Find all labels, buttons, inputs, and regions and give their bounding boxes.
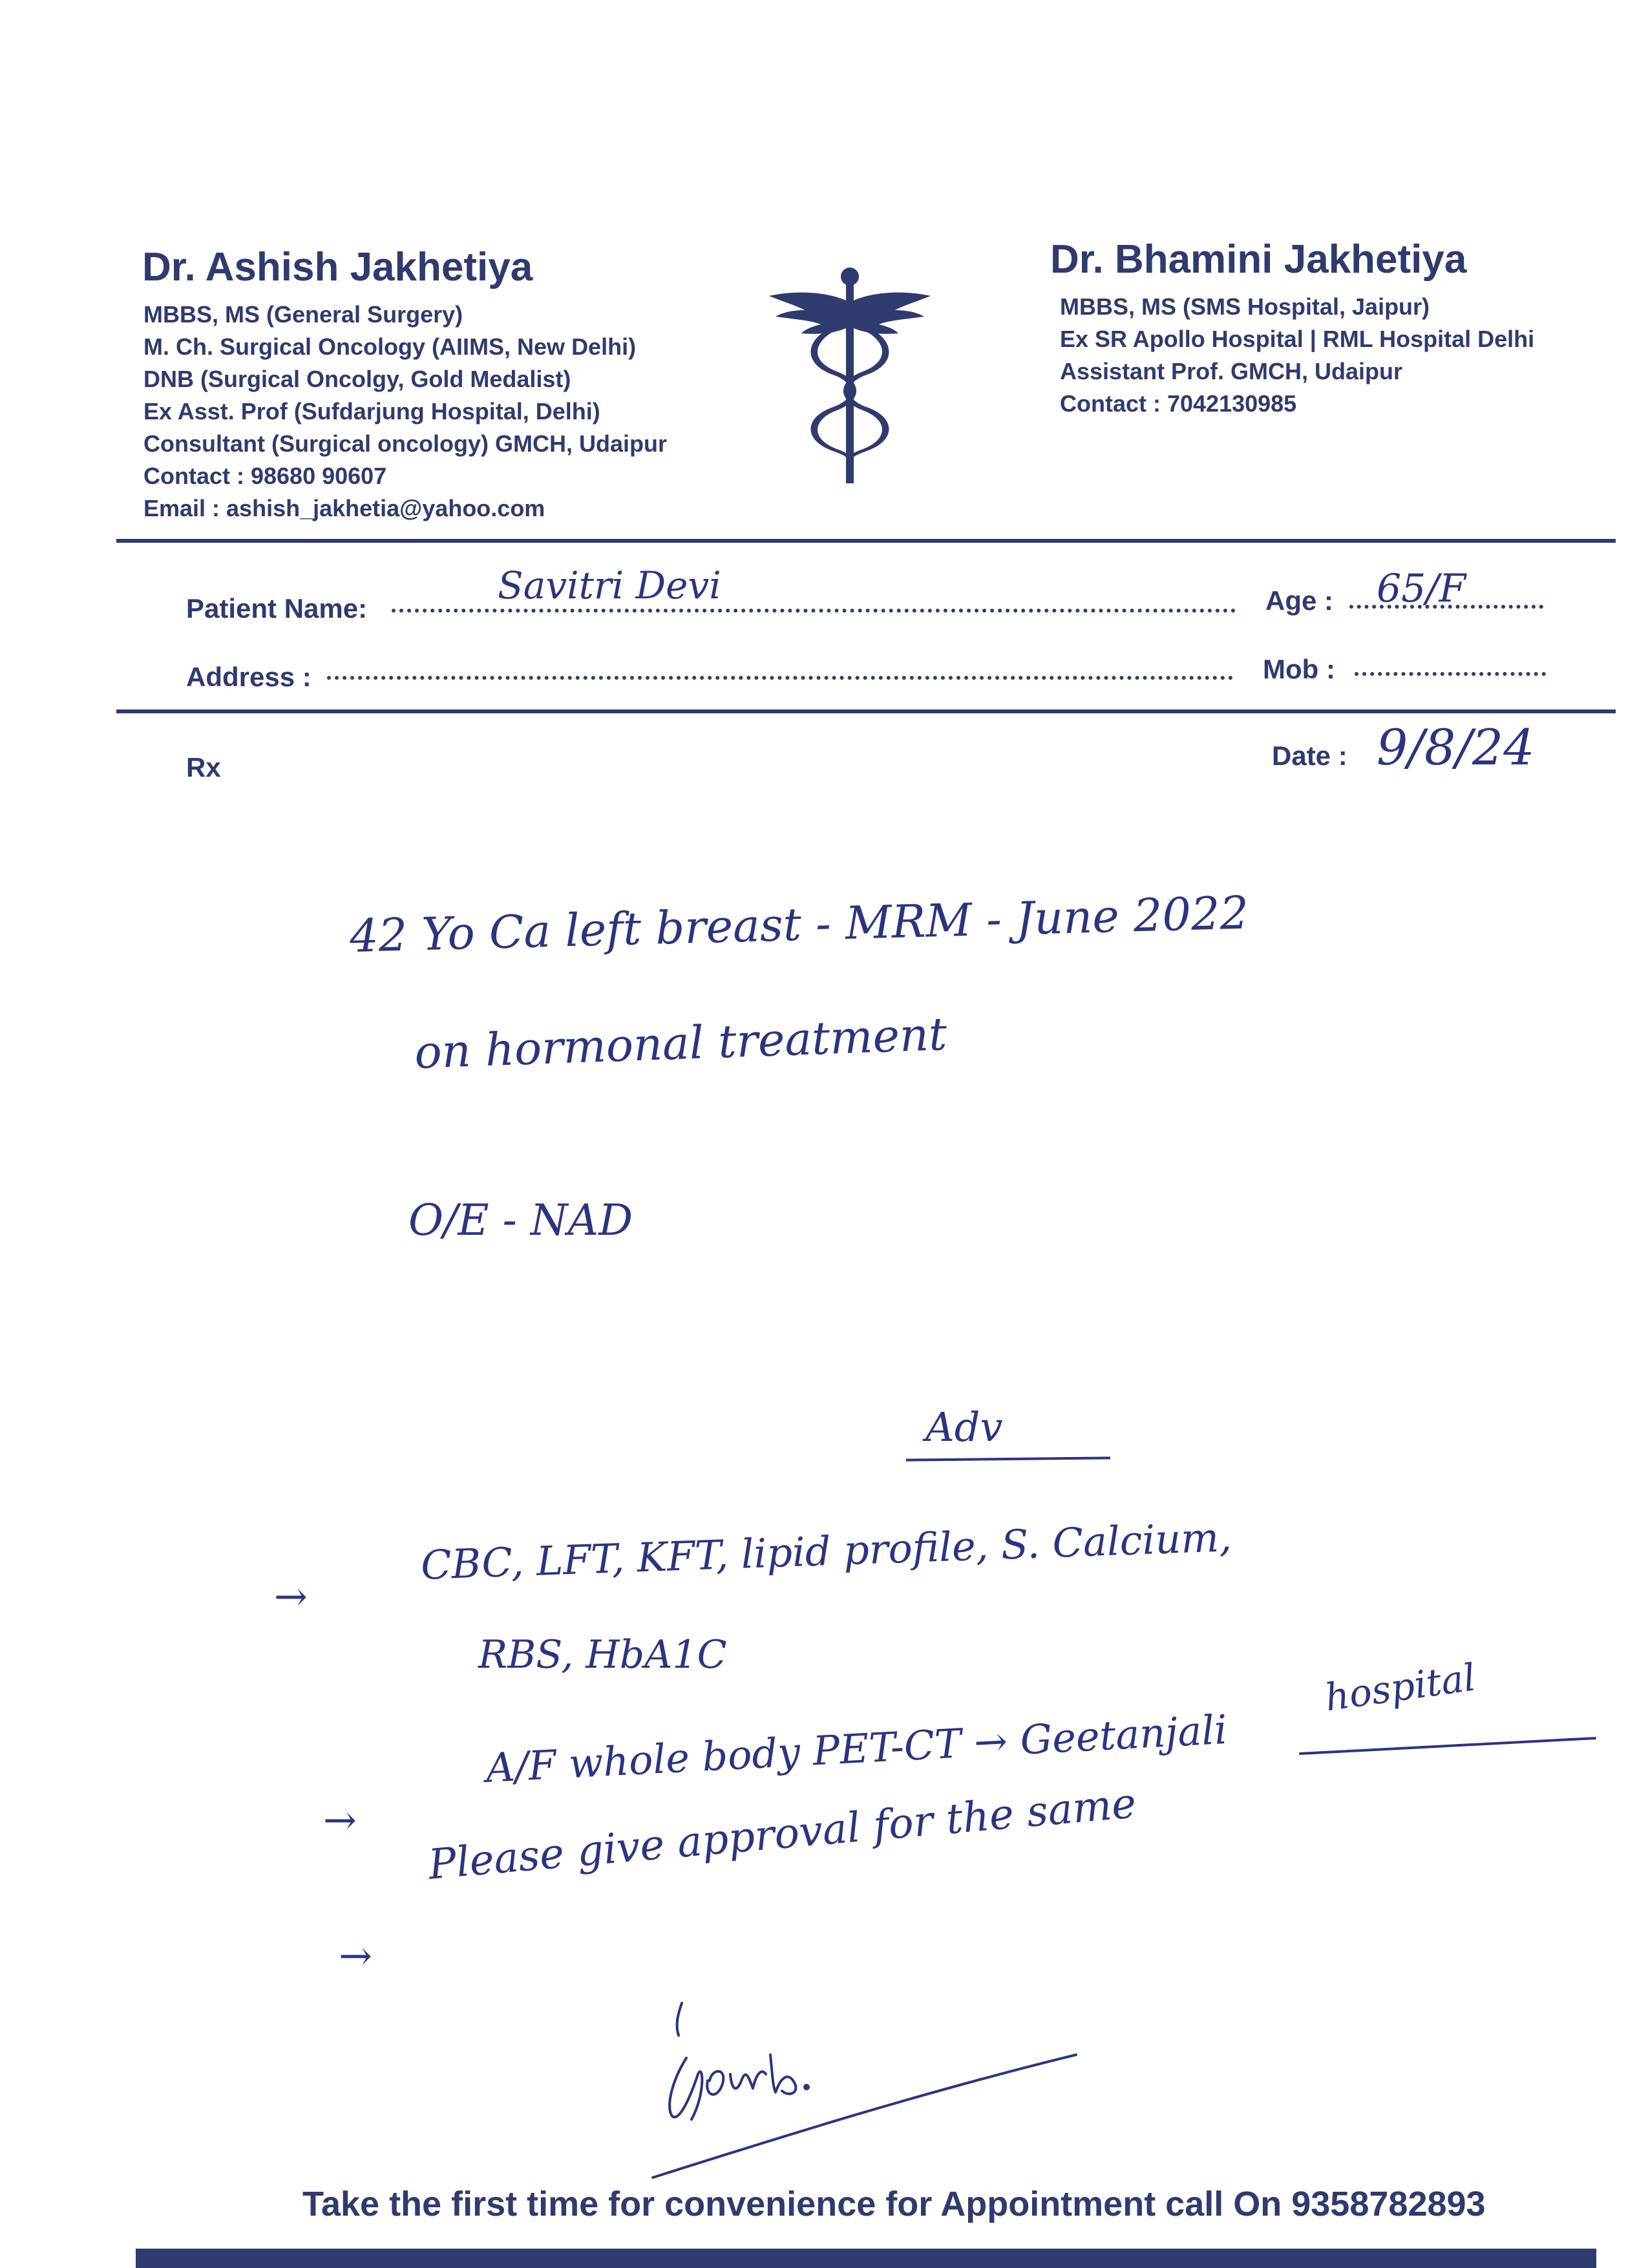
right-contact: Contact : 7042130985	[1060, 390, 1297, 417]
right-qual-line: MBBS, MS (SMS Hospital, Jaipur)	[1060, 293, 1430, 320]
arrow-icon: →	[323, 1796, 357, 1843]
date-label: Date :	[1272, 740, 1347, 771]
right-doctor-name: Dr. Bhamini Jakhetiya	[1050, 237, 1467, 282]
patient-name-line	[392, 609, 1236, 613]
mob-label: Mob :	[1263, 654, 1335, 684]
patient-name-label: Patient Name:	[186, 593, 368, 624]
left-qual-line: DNB (Surgical Oncolgy, Gold Medalist)	[143, 366, 571, 392]
footer-band	[136, 2249, 1596, 2268]
left-doctor-name: Dr. Ashish Jakhetiya	[142, 245, 533, 289]
left-qual-line: Consultant (Surgical oncology) GMCH, Udaipur	[143, 430, 667, 457]
left-qual-line: MBBS, MS (General Surgery)	[143, 301, 463, 328]
appointment-footer-text: Take the first time for convenience for Appointment call On 9358782893	[302, 2185, 1486, 2223]
note-treatment: on hormonal treatment	[414, 1007, 948, 1079]
rx-label: Rx	[186, 752, 221, 782]
left-doctor-qualifications	[143, 299, 667, 525]
right-doctor-qualifications	[1060, 291, 1534, 420]
date-value: 9/8/24	[1377, 719, 1535, 776]
header-divider-bottom	[116, 709, 1616, 713]
doctor-signature	[646, 1977, 1099, 2184]
advice-hospital: hospital	[1322, 1655, 1479, 1720]
header-divider-top	[116, 539, 1616, 543]
left-qual-line: M. Ch. Surgical Oncology (AIIMS, New Delhi)	[143, 333, 637, 360]
right-qual-line: Ex SR Apollo Hospital | RML Hospital Delhi	[1060, 326, 1535, 352]
hospital-underline	[1299, 1737, 1596, 1755]
advice-investigations: CBC, LFT, KFT, lipid profile, S. Calcium,	[420, 1513, 1232, 1589]
advice-pet-ct: A/F whole body PET-CT → Geetanjali	[485, 1705, 1229, 1792]
caduceus-icon	[766, 265, 934, 485]
age-value: 65/F	[1377, 566, 1466, 611]
note-diagnosis: 42 Yo Ca left breast - MRM - June 2022	[349, 886, 1250, 963]
patient-name-value: Savitri Devi	[498, 563, 721, 607]
right-qual-line: Assistant Prof. GMCH, Udaipur	[1060, 358, 1403, 384]
arrow-icon: →	[274, 1573, 308, 1620]
advice-underline	[906, 1456, 1110, 1461]
advice-approval: Please give approval for the same	[427, 1780, 1138, 1889]
arrow-icon: →	[339, 1932, 372, 1979]
left-email: Email : ashish_jakhetia@yahoo.com	[143, 495, 545, 521]
left-qual-line: Ex Asst. Prof (Sufdarjung Hospital, Delhi)	[143, 398, 600, 425]
advice-investigations-cont: RBS, HbA1C	[478, 1632, 727, 1677]
left-contact: Contact : 98680 90607	[143, 463, 387, 489]
mob-line	[1355, 672, 1546, 676]
note-examination: O/E - NAD	[408, 1195, 633, 1245]
advice-heading: Adv	[925, 1403, 1003, 1451]
address-label: Address :	[186, 662, 312, 692]
age-label: Age :	[1265, 585, 1333, 616]
address-line	[327, 676, 1233, 680]
